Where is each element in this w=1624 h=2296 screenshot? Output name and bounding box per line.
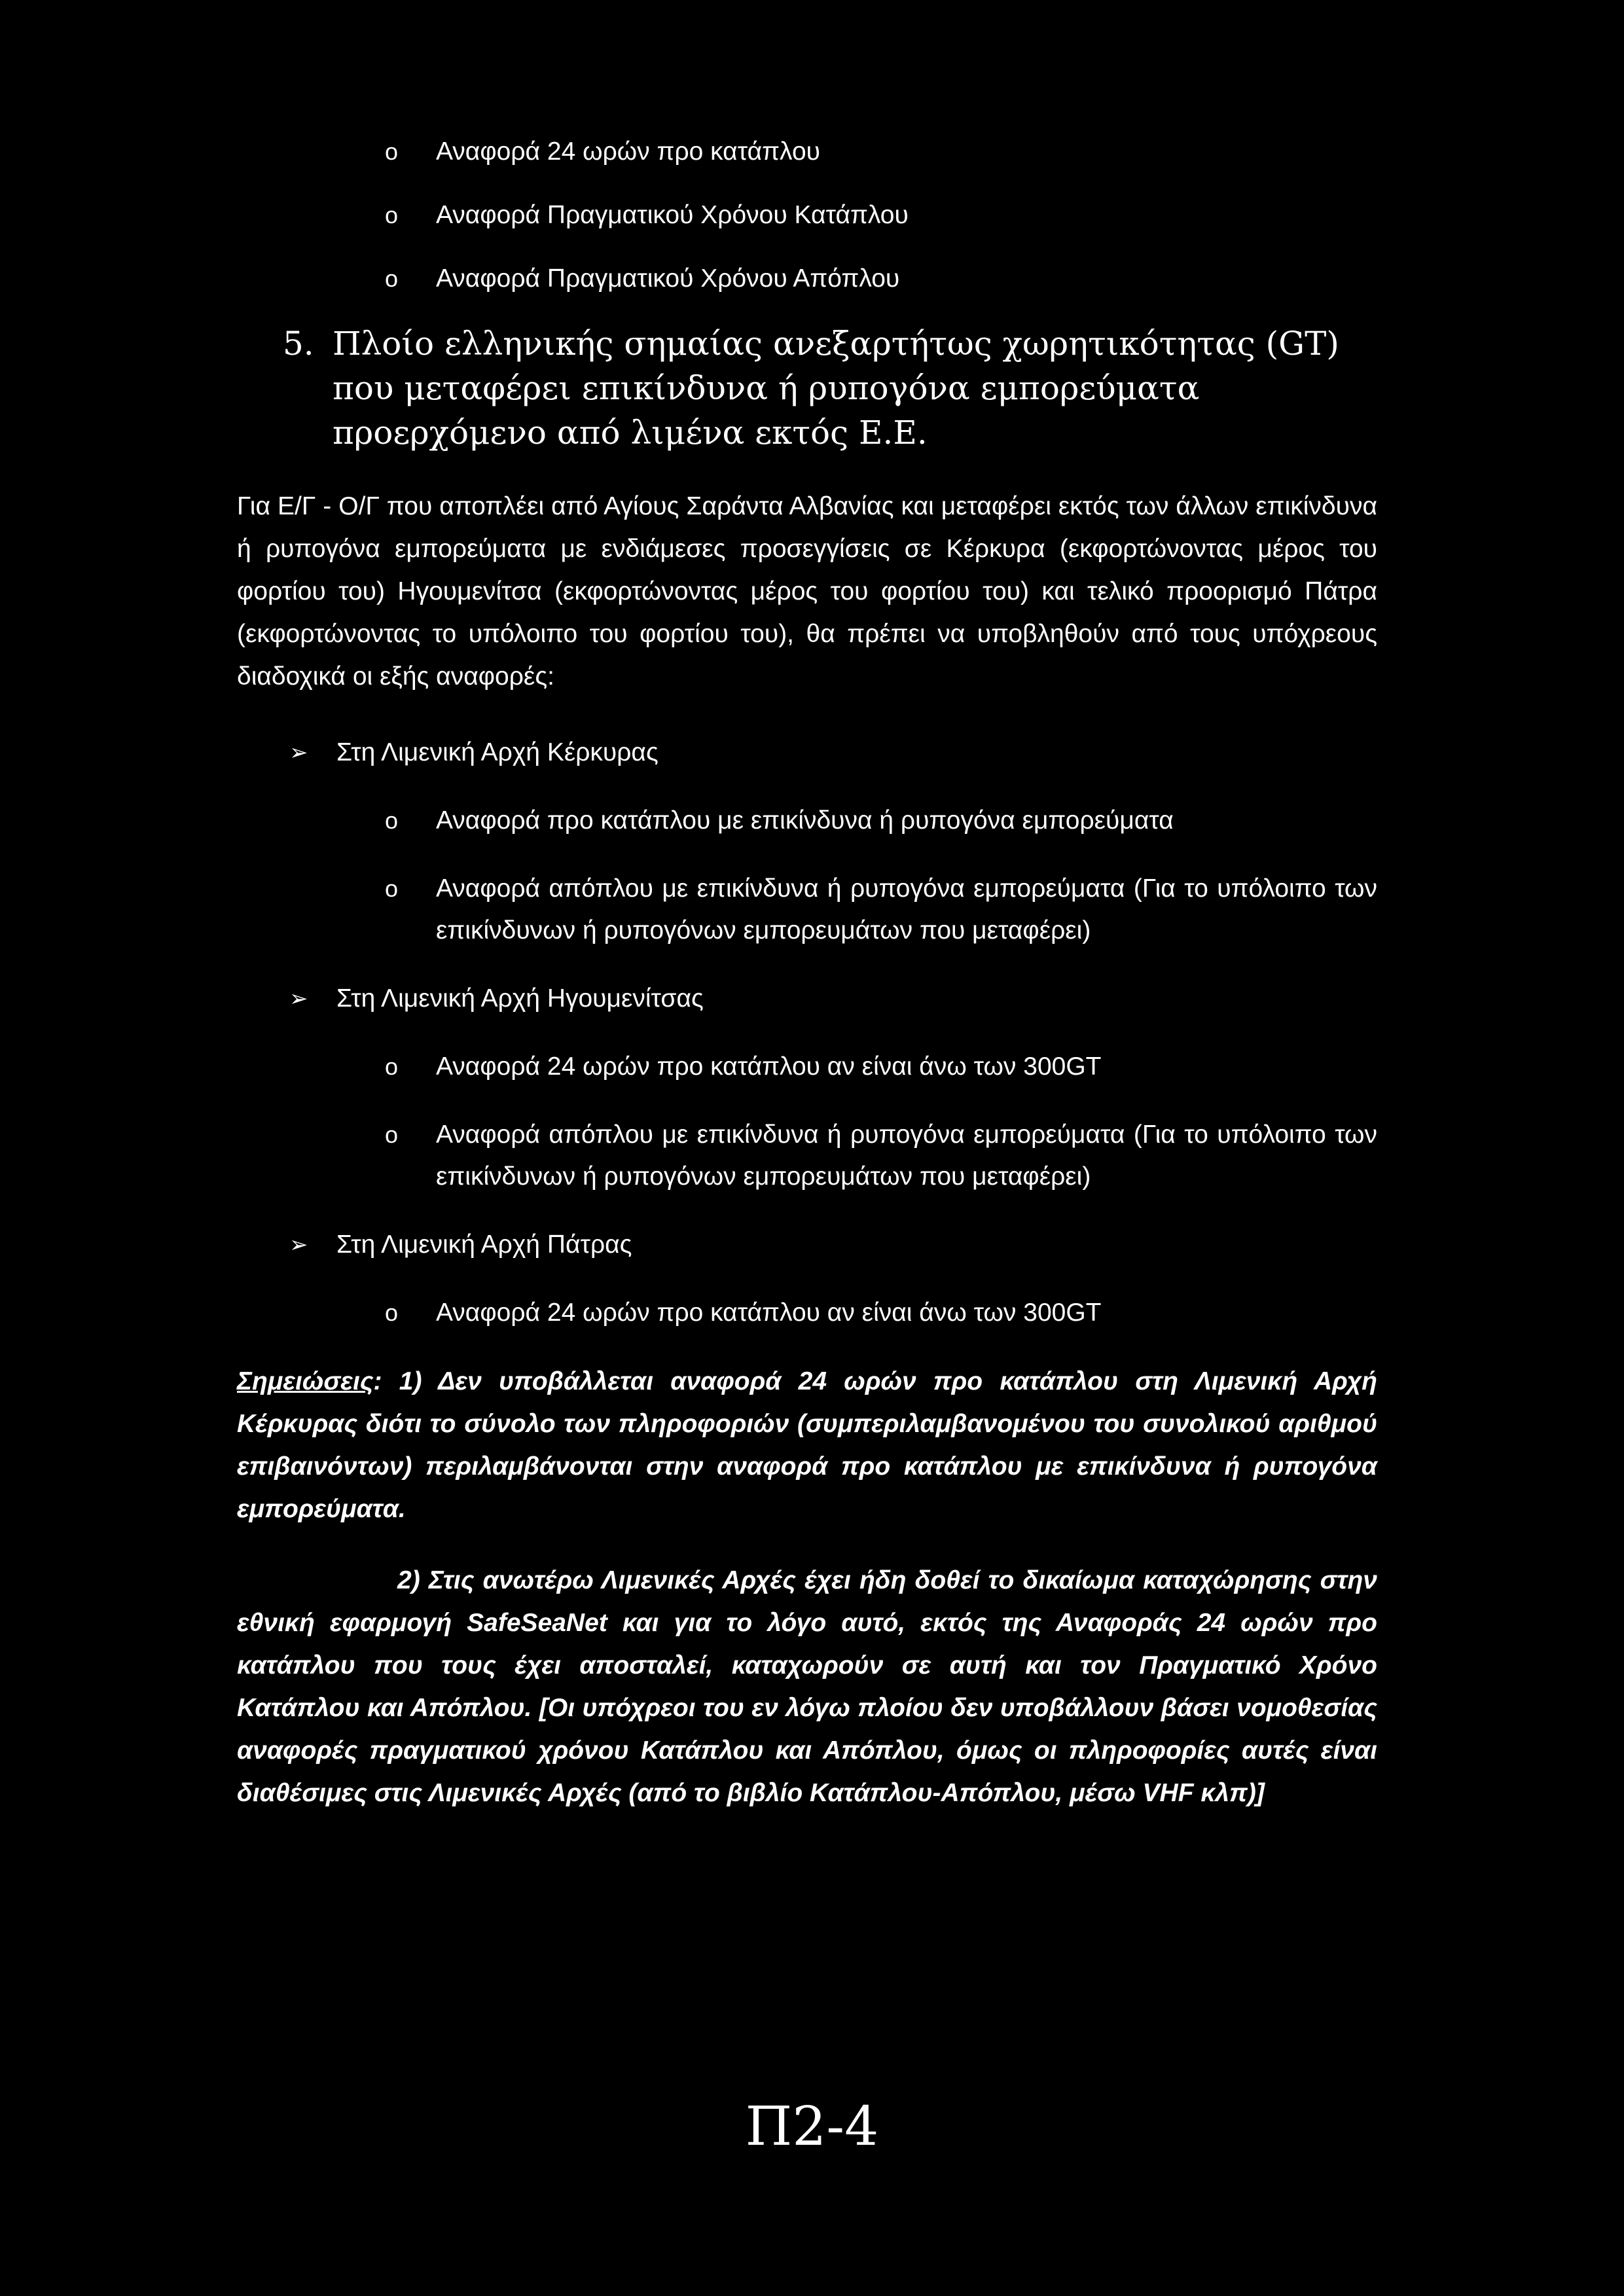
notes-section (237, 1360, 1377, 1814)
arrow-bullet-icon: ➢ (289, 740, 308, 765)
list-item (237, 194, 1377, 236)
list-item (237, 1046, 1377, 1088)
circle-bullet-icon: o (385, 202, 399, 228)
port-group-igoumenitsa (237, 978, 1377, 1198)
port-group-patra (237, 1224, 1377, 1334)
list-item (237, 1292, 1377, 1334)
list-item (237, 800, 1377, 842)
section-heading (237, 321, 1377, 455)
list-item-text: Αναφορά απόπλου με επικίνδυνα ή ρυπογόνα εμπορεύματα (Για το υπόλοιπο των επικίνδυνων ή ρυπογόνων εμπορευμάτων που μεταφέρει) (436, 1121, 1377, 1191)
circle-bullet-icon: o (385, 1121, 399, 1148)
section-number: 5. (283, 325, 314, 363)
arrow-bullet-icon: ➢ (289, 1232, 308, 1257)
circle-bullet-icon: o (385, 265, 399, 292)
arrow-bullet-icon: ➢ (289, 986, 308, 1011)
list-item (237, 868, 1377, 952)
port-group-kerkyra (237, 732, 1377, 952)
port-title (237, 732, 1377, 774)
circle-bullet-icon: o (385, 875, 399, 902)
page-number: Π2-4 (745, 2096, 879, 2158)
note-2: 2) Στις ανωτέρω Λιμενικές Αρχές έχει ήδη δοθεί το δικαίωμα καταχώρησης στην εθνική εφαρμογή SafeSeaNet και για το λόγο αυτό, εκτός της Αναφοράς 24 ωρών προ κατάπλου που τους έχει αποσταλεί, καταχωρούν σε αυτή και τον Πραγματικό Χρόνο Κατάπλου και Απόπλου. [Οι υπόχρεοι του εν λόγω πλοίου δεν υποβάλλουν βάσει νομοθεσίας αναφορές πραγματικού χρόνου Κατάπλου και Απόπλου, όμως οι πληροφορίες αυτές είναι διαθέσιμες στις Λιμενικές Αρχές (από το βιβλίο Κατάπλου-Απόπλου, μέσω VHF κλπ)] (237, 1566, 1377, 1807)
list-item-text: Αναφορά 24 ωρών προ κατάπλου αν είναι άνω των 300GT (436, 1052, 1102, 1081)
port-title (237, 978, 1377, 1020)
list-item (237, 258, 1377, 300)
list-item-text: Αναφορά 24 ωρών προ κατάπλου (436, 137, 820, 166)
circle-bullet-icon: o (385, 138, 399, 165)
note-1 (237, 1360, 1377, 1530)
section-title-line: Πλοίο ελληνικής σημαίας ανεξαρτήτως χωρητικότητας (GT) (333, 325, 1339, 363)
list-item-text: Αναφορά Πραγματικού Χρόνου Απόπλου (436, 264, 900, 293)
intro-paragraph: Για Ε/Γ - Ο/Γ που αποπλέει από Αγίους Σαράντα Αλβανίας και μεταφέρει εκτός των άλλων επικίνδυνα ή ρυπογόνα εμπορεύματα με ενδιάμεσες προσεγγίσεις σε Κέρκυρα (εκφορτώνοντας μέρος του φορτίου του) Ηγουμενίτσα (εκφορτώνοντας μέρος του φορτίου του) και τελικό προορισμό Πάτρα (εκφορτώνοντας το υπόλοιπο του φορτίου του), θα πρέπει να υποβληθούν από τους υπόχρεους διαδοχικά οι εξής αναφορές: (237, 492, 1377, 691)
circle-bullet-icon: o (385, 807, 399, 834)
list-item-text: Αναφορά απόπλου με επικίνδυνα ή ρυπογόνα εμπορεύματα (Για το υπόλοιπο των επικίνδυνων ή ρυπογόνων εμπορευμάτων που μεταφέρει) (436, 874, 1377, 944)
report-list (237, 131, 1377, 300)
section-title-line: που μεταφέρει επικίνδυνα ή ρυπογόνα εμπορεύματα (333, 369, 1200, 407)
note-1-text: : 1) Δεν υποβάλλεται αναφορά 24 ωρών προ κατάπλου στη Λιμενική Αρχή Κέρκυρας διότι το σύνολο των πληροφοριών (συμπεριλαμβανομένου του συνολικού αριθμού επιβαινόντων) περιλαμβάνονται στην αναφορά προ κατάπλου με επικίνδυνα ή ρυπογόνα εμπορεύματα. (237, 1367, 1377, 1523)
list-item-text: Αναφορά Πραγματικού Χρόνου Κατάπλου (436, 201, 909, 229)
list-item-text: Αναφορά προ κατάπλου με επικίνδυνα ή ρυπογόνα εμπορεύματα (436, 806, 1174, 834)
notes-label: Σημειώσεις (237, 1367, 374, 1395)
port-title-text: Στη Λιμενική Αρχή Πάτρας (336, 1230, 632, 1259)
circle-bullet-icon: o (385, 1053, 399, 1080)
list-item (237, 131, 1377, 173)
circle-bullet-icon: o (385, 1299, 399, 1326)
port-title-text: Στη Λιμενική Αρχή Κέρκυρας (336, 738, 659, 766)
section-title-line: προερχόμενο από λιμένα εκτός Ε.Ε. (333, 414, 928, 452)
list-item (237, 1114, 1377, 1198)
port-title-text: Στη Λιμενική Αρχή Ηγουμενίτσας (336, 984, 704, 1013)
list-item-text: Αναφορά 24 ωρών προ κατάπλου αν είναι άνω των 300GT (436, 1299, 1102, 1327)
port-title (237, 1224, 1377, 1266)
page-content (237, 131, 1377, 1843)
